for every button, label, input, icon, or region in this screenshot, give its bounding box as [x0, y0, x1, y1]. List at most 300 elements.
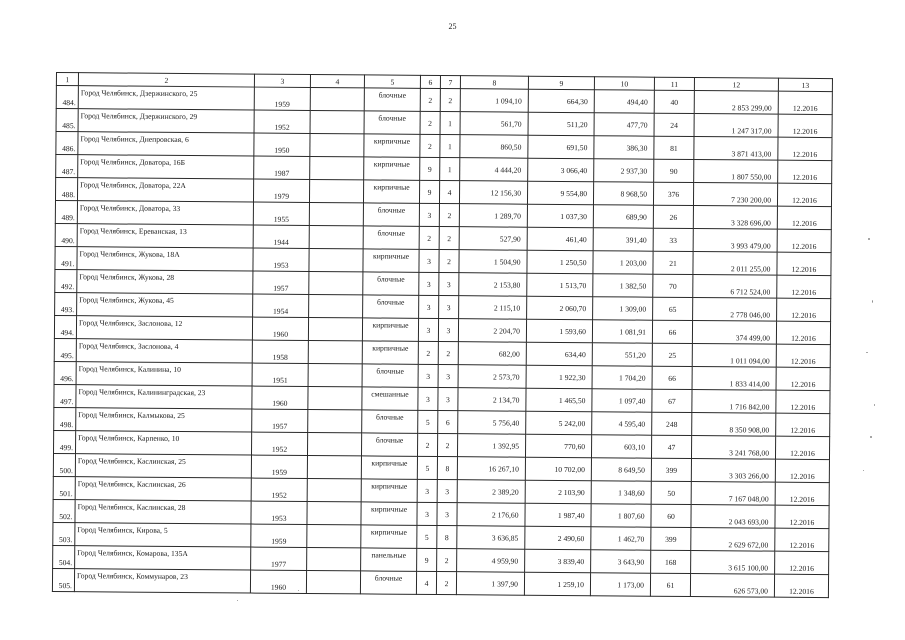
total-area-cell: 1 392,95	[457, 434, 525, 458]
address-cell: Город Челябинск, Заслонова, 12	[76, 316, 252, 340]
living-area-cell: 664,30	[528, 89, 594, 113]
cost-cell: 3 871 413,00	[694, 137, 778, 161]
total-area-cell: 2 176,60	[457, 503, 525, 527]
entrances-cell: 3	[437, 503, 457, 526]
residential-area-cell: 3 643,90	[591, 550, 651, 573]
residential-area-cell: 1 462,70	[591, 527, 651, 550]
blank-cell	[310, 87, 364, 110]
deadline-cell: 12.2016	[775, 551, 829, 574]
total-area-cell: 3 636,85	[457, 526, 525, 550]
column-header: 8	[460, 76, 528, 90]
row-number: 491.	[55, 246, 77, 269]
floors-cell: 2	[420, 111, 440, 134]
address-cell: Город Челябинск, Каслинская, 28	[75, 500, 251, 524]
address-cell: Город Челябинск, Доватора, 33	[77, 201, 253, 225]
entrances-cell: 4	[439, 181, 459, 204]
deadline-cell: 12.2016	[777, 229, 831, 252]
entrances-cell: 6	[438, 411, 458, 434]
entrances-cell: 3	[439, 273, 459, 296]
total-area-cell: 2 134,70	[458, 388, 526, 412]
address-cell: Город Челябинск, Кирова, 5	[75, 523, 251, 547]
deadline-cell: 12.2016	[776, 344, 830, 367]
address-cell: Город Челябинск, Калинина, 10	[76, 362, 252, 386]
row-number: 504.	[53, 545, 75, 568]
residential-area-cell: 386,30	[594, 136, 654, 159]
wall-material-cell: кирпичные	[364, 134, 420, 157]
total-area-cell: 561,70	[460, 112, 528, 136]
wall-material-cell: блочные	[364, 111, 420, 134]
residential-area-cell: 1 203,00	[593, 251, 653, 274]
row-number: 485.	[56, 109, 78, 132]
cost-cell: 1 807 550,00	[694, 160, 778, 184]
living-area-cell: 2 103,90	[525, 480, 591, 504]
year-cell: 1977	[251, 547, 307, 570]
wall-material-cell: блочные	[362, 410, 418, 433]
total-area-cell: 860,50	[460, 135, 528, 159]
year-cell: 1953	[251, 501, 307, 524]
cost-cell: 2 853 299,00	[694, 91, 778, 115]
address-cell: Город Челябинск, Дзержинского, 25	[78, 86, 254, 110]
row-number: 490.	[55, 223, 77, 246]
blank-cell	[308, 386, 362, 409]
living-area-cell: 3 839,40	[525, 549, 591, 573]
column-header: 2	[78, 73, 254, 87]
floors-cell: 2	[420, 88, 440, 111]
address-cell: Город Челябинск, Дзержинского, 29	[78, 109, 254, 133]
residential-area-cell: 1 382,50	[593, 274, 653, 297]
wall-material-cell: кирпичные	[362, 341, 418, 364]
row-number: 498.	[54, 407, 76, 430]
deadline-cell: 12.2016	[775, 436, 829, 459]
blank-cell	[309, 271, 363, 294]
row-number: 497.	[54, 384, 76, 407]
year-cell: 1987	[254, 156, 310, 179]
year-cell: 1954	[253, 294, 309, 317]
deadline-cell: 12.2016	[778, 91, 832, 114]
wall-material-cell: блочные	[363, 272, 419, 295]
living-area-cell: 1 922,30	[526, 365, 592, 389]
living-area-cell: 634,40	[526, 342, 592, 366]
page-number: 25	[448, 22, 457, 31]
column-header: 6	[420, 75, 440, 88]
residents-cell: 25	[652, 343, 692, 366]
year-cell: 1952	[251, 432, 307, 455]
entrances-cell: 1	[440, 158, 460, 181]
entrances-cell: 3	[437, 480, 457, 503]
residents-cell: 376	[653, 182, 693, 205]
deadline-cell: 12.2016	[776, 321, 830, 344]
wall-material-cell: блочные	[361, 433, 417, 456]
cost-cell: 3 328 696,00	[693, 206, 777, 230]
deadline-cell: 12.2016	[775, 459, 829, 482]
blank-cell	[306, 570, 360, 593]
residential-area-cell: 391,40	[593, 228, 653, 251]
row-number: 503.	[53, 522, 75, 545]
column-header: 4	[310, 74, 364, 87]
residents-cell: 66	[652, 366, 692, 389]
residential-area-cell: 2 937,30	[594, 159, 654, 182]
total-area-cell: 1 397,90	[456, 572, 524, 596]
entrances-cell: 2	[439, 250, 459, 273]
address-cell: Город Челябинск, Заслонова, 4	[76, 339, 252, 363]
row-number: 501.	[53, 476, 75, 499]
floors-cell: 9	[419, 180, 439, 203]
year-cell: 1960	[252, 386, 308, 409]
deadline-cell: 12.2016	[778, 137, 832, 160]
year-cell: 1955	[253, 202, 309, 225]
wall-material-cell: кирпичные	[361, 456, 417, 479]
deadline-cell: 12.2016	[776, 413, 830, 436]
residents-cell: 90	[654, 159, 694, 182]
residents-cell: 70	[653, 274, 693, 297]
year-cell: 1959	[251, 455, 307, 478]
floors-cell: 5	[417, 525, 437, 548]
blank-cell	[307, 478, 361, 501]
cost-cell: 374 499,00	[692, 321, 776, 345]
entrances-cell: 8	[437, 457, 457, 480]
row-number: 492.	[55, 269, 77, 292]
blank-cell	[310, 133, 364, 156]
wall-material-cell: кирпичные	[362, 318, 418, 341]
living-area-cell: 2 490,60	[525, 526, 591, 550]
residents-cell: 60	[651, 504, 691, 527]
year-cell: 1957	[252, 409, 308, 432]
total-area-cell: 527,90	[459, 227, 527, 251]
entrances-cell: 1	[440, 135, 460, 158]
deadline-cell: 12.2016	[774, 574, 828, 597]
cost-cell: 7 230 200,00	[693, 183, 777, 207]
residents-cell: 67	[652, 389, 692, 412]
deadline-cell: 12.2016	[778, 160, 832, 183]
address-cell: Город Челябинск, Доватора, 22А	[77, 178, 253, 202]
wall-material-cell: панельные	[361, 548, 417, 571]
living-area-cell: 1 987,40	[525, 503, 591, 527]
total-area-cell: 2 204,70	[458, 319, 526, 343]
cost-cell: 3 241 768,00	[691, 436, 775, 460]
total-area-cell: 4 444,20	[460, 158, 528, 182]
cost-cell: 2 629 672,00	[691, 528, 775, 552]
residential-area-cell: 689,90	[593, 205, 653, 228]
entrances-cell: 2	[437, 434, 457, 457]
row-number: 486.	[56, 132, 78, 155]
cost-cell: 6 712 524,00	[693, 275, 777, 299]
residential-area-cell: 1 348,60	[591, 481, 651, 504]
address-cell: Город Челябинск, Каслинская, 25	[75, 454, 251, 478]
column-header: 7	[440, 76, 460, 89]
table-body	[52, 73, 832, 598]
entrances-cell: 3	[439, 296, 459, 319]
total-area-cell: 1 504,90	[459, 250, 527, 274]
blank-cell	[307, 547, 361, 570]
residents-cell: 33	[653, 228, 693, 251]
cost-cell: 1 833 414,00	[692, 367, 776, 391]
cost-cell: 3 303 266,00	[691, 459, 775, 483]
cost-cell: 3 993 479,00	[693, 229, 777, 253]
entrances-cell: 3	[438, 388, 458, 411]
year-cell: 1958	[252, 340, 308, 363]
residents-cell: 66	[652, 320, 692, 343]
floors-cell: 3	[418, 387, 438, 410]
total-area-cell: 682,00	[458, 342, 526, 366]
blank-cell	[309, 179, 363, 202]
residential-area-cell: 8 968,50	[593, 182, 653, 205]
living-area-cell: 1 593,60	[526, 319, 592, 343]
blank-cell	[307, 455, 361, 478]
deadline-cell: 12.2016	[775, 482, 829, 505]
column-header: 1	[56, 73, 78, 86]
year-cell: 1944	[253, 225, 309, 248]
living-area-cell: 461,40	[527, 227, 593, 251]
wall-material-cell: блочные	[363, 295, 419, 318]
residents-cell: 399	[651, 458, 691, 481]
residential-area-cell: 1 081,91	[592, 320, 652, 343]
floors-cell: 2	[420, 134, 440, 157]
address-cell: Город Челябинск, Жукова, 18А	[77, 247, 253, 271]
row-number: 502.	[53, 499, 75, 522]
row-number: 493.	[55, 292, 77, 315]
wall-material-cell: кирпичные	[363, 180, 419, 203]
row-number: 484.	[56, 86, 78, 109]
total-area-cell: 1 094,10	[460, 89, 528, 113]
living-area-cell: 1 465,50	[526, 388, 592, 412]
residential-area-cell: 1 097,40	[592, 389, 652, 412]
wall-material-cell: смешанные	[362, 387, 418, 410]
deadline-cell: 12.2016	[777, 206, 831, 229]
residents-cell: 47	[651, 435, 691, 458]
year-cell: 1952	[254, 110, 310, 133]
residential-area-cell: 603,10	[591, 435, 651, 458]
row-number: 496.	[54, 361, 76, 384]
deadline-cell: 12.2016	[775, 505, 829, 528]
living-area-cell: 770,60	[525, 434, 591, 458]
deadline-cell: 12.2016	[777, 298, 831, 321]
cost-cell: 1 716 842,00	[692, 390, 776, 414]
deadline-cell: 12.2016	[777, 183, 831, 206]
blank-cell	[307, 501, 361, 524]
floors-cell: 3	[419, 295, 439, 318]
blank-cell	[307, 432, 361, 455]
total-area-cell: 12 156,30	[459, 181, 527, 205]
living-area-cell: 5 242,00	[526, 411, 592, 435]
floors-cell: 3	[417, 479, 437, 502]
living-area-cell: 1 037,30	[527, 204, 593, 228]
cost-cell: 2 011 255,00	[693, 252, 777, 276]
year-cell: 1960	[250, 570, 306, 593]
entrances-cell: 2	[436, 572, 456, 595]
column-header: 5	[364, 75, 420, 88]
residents-cell: 168	[651, 550, 691, 573]
living-area-cell: 2 060,70	[527, 296, 593, 320]
cost-cell: 626 573,00	[690, 573, 774, 597]
entrances-cell: 2	[440, 89, 460, 112]
living-area-cell: 1 513,70	[527, 273, 593, 297]
total-area-cell: 5 756,40	[458, 411, 526, 435]
wall-material-cell: блочные	[360, 571, 416, 594]
cost-cell: 8 350 908,00	[692, 413, 776, 437]
wall-material-cell: кирпичные	[361, 479, 417, 502]
blank-cell	[310, 156, 364, 179]
total-area-cell: 16 267,10	[457, 457, 525, 481]
residential-area-cell: 494,40	[594, 90, 654, 113]
address-cell: Город Челябинск, Калмыкова, 25	[76, 408, 252, 432]
living-area-cell: 691,50	[528, 135, 594, 159]
blank-cell	[308, 409, 362, 432]
floors-cell: 3	[419, 203, 439, 226]
residential-area-cell: 477,70	[594, 113, 654, 136]
wall-material-cell: блочные	[364, 88, 420, 111]
floors-cell: 9	[417, 548, 437, 571]
year-cell: 1979	[253, 179, 309, 202]
address-cell: Город Челябинск, Жукова, 45	[77, 293, 253, 317]
address-cell: Город Челябинск, Каслинская, 26	[75, 477, 251, 501]
cost-cell: 1 011 094,00	[692, 344, 776, 368]
wall-material-cell: блочные	[363, 203, 419, 226]
total-area-cell: 4 959,90	[457, 549, 525, 573]
residential-area-cell: 551,20	[592, 343, 652, 366]
blank-cell	[309, 294, 363, 317]
residential-area-cell: 1 704,20	[592, 366, 652, 389]
living-area-cell: 1 250,50	[527, 250, 593, 274]
residents-cell: 26	[653, 205, 693, 228]
total-area-cell: 2 153,80	[459, 273, 527, 297]
wall-material-cell: кирпичные	[361, 525, 417, 548]
deadline-cell: 12.2016	[777, 275, 831, 298]
residents-cell: 40	[654, 90, 694, 113]
blank-cell	[309, 225, 363, 248]
entrances-cell: 1	[440, 112, 460, 135]
wall-material-cell: кирпичные	[363, 249, 419, 272]
residents-cell: 65	[653, 297, 693, 320]
entrances-cell: 2	[439, 204, 459, 227]
column-header: 13	[778, 78, 832, 91]
residents-cell: 61	[650, 573, 690, 596]
floors-cell: 5	[418, 410, 438, 433]
floors-cell: 3	[419, 249, 439, 272]
floors-cell: 3	[417, 502, 437, 525]
living-area-cell: 1 259,10	[524, 572, 590, 596]
cost-cell: 2 043 693,00	[691, 505, 775, 529]
blank-cell	[309, 248, 363, 271]
housing-register-table	[52, 72, 833, 598]
entrances-cell: 3	[438, 319, 458, 342]
total-area-cell: 2 573,70	[458, 365, 526, 389]
floors-cell: 5	[417, 456, 437, 479]
address-cell: Город Челябинск, Калининградская, 23	[76, 385, 252, 409]
row-number: 488.	[55, 178, 77, 201]
floors-cell: 3	[418, 318, 438, 341]
floors-cell: 3	[418, 364, 438, 387]
column-header: 10	[594, 77, 654, 90]
entrances-cell: 2	[437, 549, 457, 572]
wall-material-cell: кирпичные	[361, 502, 417, 525]
year-cell: 1951	[252, 363, 308, 386]
column-header: 11	[654, 77, 694, 90]
residential-area-cell: 8 649,50	[591, 458, 651, 481]
floors-cell: 2	[417, 433, 437, 456]
cost-cell: 1 247 317,00	[694, 114, 778, 138]
cost-cell: 2 778 046,00	[693, 298, 777, 322]
address-cell: Город Челябинск, Карпенко, 10	[76, 431, 252, 455]
blank-cell	[307, 524, 361, 547]
living-area-cell: 3 066,40	[528, 158, 594, 182]
residential-area-cell: 1 309,00	[593, 297, 653, 320]
residential-area-cell: 4 595,40	[592, 412, 652, 435]
row-number: 487.	[56, 155, 78, 178]
residents-cell: 81	[654, 136, 694, 159]
total-area-cell: 1 289,70	[459, 204, 527, 228]
blank-cell	[308, 340, 362, 363]
residents-cell: 21	[653, 251, 693, 274]
cost-cell: 7 167 048,00	[691, 482, 775, 506]
wall-material-cell: блочные	[363, 226, 419, 249]
address-cell: Город Челябинск, Комарова, 135А	[75, 546, 251, 570]
year-cell: 1953	[253, 248, 309, 271]
entrances-cell: 8	[437, 526, 457, 549]
column-header: 9	[528, 76, 594, 90]
table-row	[52, 568, 828, 597]
floors-cell: 2	[418, 341, 438, 364]
year-cell: 1960	[252, 317, 308, 340]
residents-cell: 399	[651, 527, 691, 550]
year-cell: 1950	[254, 133, 310, 156]
wall-material-cell: кирпичные	[364, 157, 420, 180]
entrances-cell: 2	[439, 227, 459, 250]
entrances-cell: 3	[438, 365, 458, 388]
address-cell: Город Челябинск, Коммунаров, 23	[74, 569, 250, 593]
year-cell: 1959	[254, 87, 310, 110]
cost-cell: 3 615 100,00	[691, 551, 775, 575]
floors-cell: 3	[419, 272, 439, 295]
year-cell: 1959	[251, 524, 307, 547]
living-area-cell: 511,20	[528, 112, 594, 136]
residential-area-cell: 1 807,60	[591, 504, 651, 527]
deadline-cell: 12.2016	[778, 114, 832, 137]
address-cell: Город Челябинск, Доватора, 16Б	[78, 155, 254, 179]
blank-cell	[309, 202, 363, 225]
address-cell: Город Челябинск, Жукова, 28	[77, 270, 253, 294]
total-area-cell: 2 389,20	[457, 480, 525, 504]
row-number: 499.	[54, 430, 76, 453]
floors-cell: 4	[416, 571, 436, 594]
deadline-cell: 12.2016	[776, 367, 830, 390]
deadline-cell: 12.2016	[776, 390, 830, 413]
year-cell: 1952	[251, 478, 307, 501]
residents-cell: 50	[651, 481, 691, 504]
residents-cell: 248	[652, 412, 692, 435]
address-cell: Город Челябинск, Ереванская, 13	[77, 224, 253, 248]
blank-cell	[308, 363, 362, 386]
row-number: 494.	[54, 315, 76, 338]
column-header: 12	[694, 78, 778, 92]
wall-material-cell: блочные	[362, 364, 418, 387]
floors-cell: 9	[420, 157, 440, 180]
deadline-cell: 12.2016	[775, 528, 829, 551]
residential-area-cell: 1 173,00	[590, 573, 650, 596]
row-number: 500.	[53, 453, 75, 476]
floors-cell: 2	[419, 226, 439, 249]
column-header: 3	[254, 74, 310, 87]
total-area-cell: 2 115,10	[459, 296, 527, 320]
year-cell: 1957	[253, 271, 309, 294]
row-number: 495.	[54, 338, 76, 361]
register-sheet	[52, 72, 832, 598]
row-number: 489.	[55, 200, 77, 223]
deadline-cell: 12.2016	[777, 252, 831, 275]
living-area-cell: 9 554,80	[527, 181, 593, 205]
row-number: 505.	[52, 568, 74, 591]
blank-cell	[308, 317, 362, 340]
living-area-cell: 10 702,00	[525, 457, 591, 481]
